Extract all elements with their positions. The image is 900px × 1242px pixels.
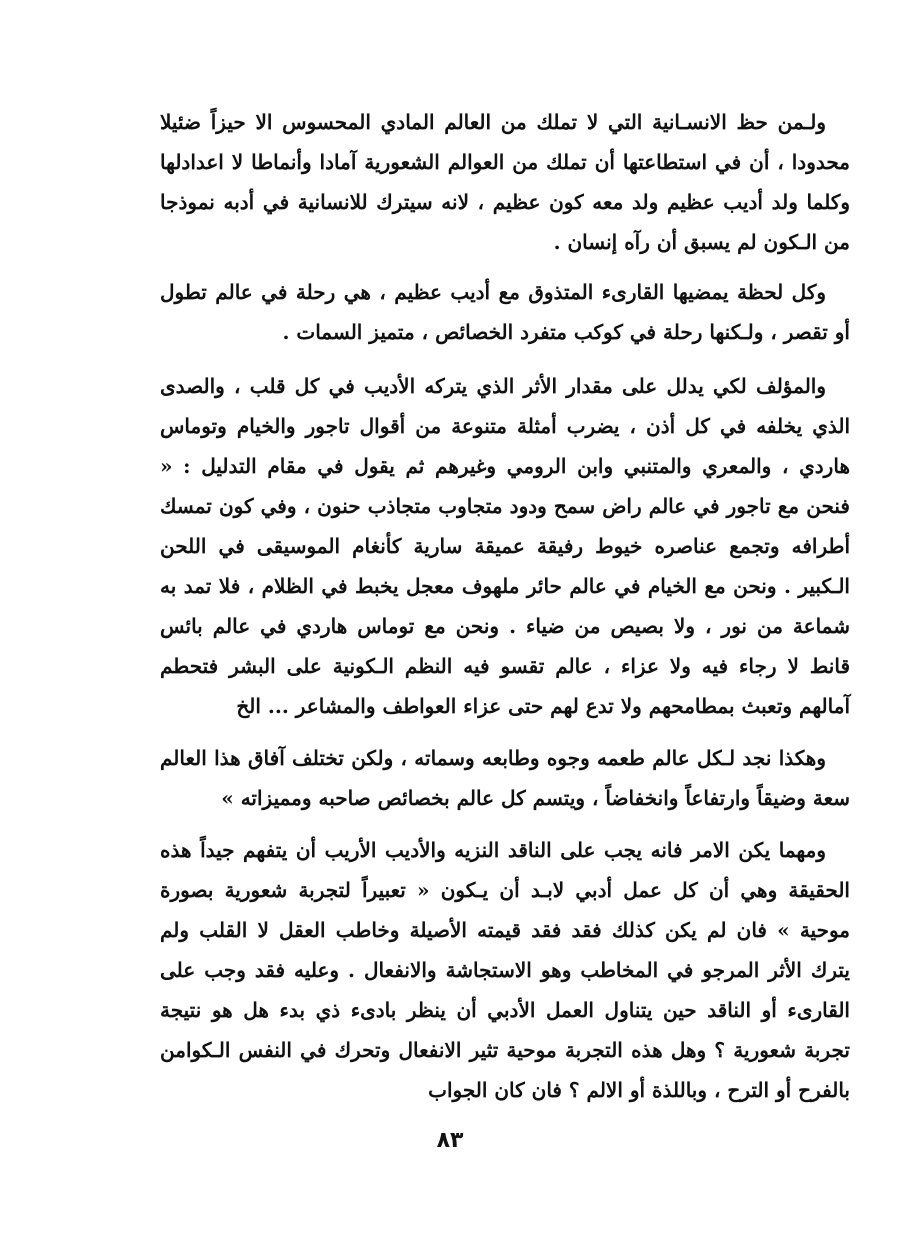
paragraph-4	[160, 738, 850, 818]
paragraph-text: وهكذا نجد لـكل عالم طعمه وجوه وطابعه وسماته ، ولكن تختلف آفاق هذا العالم سعة وضيقاً وارتفاعاً وانخفاضاً ، ويتسم كل عالم بخصائص صاحبه ومميزاته »	[160, 746, 850, 810]
paragraph-3	[160, 366, 850, 726]
paragraph-text: ومهما يكن الامر فانه يجب على الناقد النزيه والأديب الأريب أن يتفهم جيداً هذه الحقيقة وهي أن كل عمل أدبي لابـد أن يـكون « تعبيراً لتجربة شعورية بصورة موحية » فان لم يكن كذلك فقد فقد قيمته الأصيلة وخاطب العقل لا القلب ولم يترك الأثر المرجو في المخاطب وهو الاستجاشة والانفعال . وعليه فقد وجب على القارىء أو الناقد حين يتناول العمل الأدبي أن ينظر بادىء ذي بدء هل هو نتيجة تجربة شعورية ؟ وهل هذه التجربة موحية تثير الانفعال وتحرك في النفس الـكوامن بالفرح أو الترح ، وباللذة أو الالم ؟ فان كان الجواب	[160, 838, 850, 1102]
paragraph-text: ولـمن حظ الانسـانية التي لا تملك من العالم المادي المحسوس الا حيزاً ضئيلا محدودا ، أن في استطاعتها أن تملك من العوالم الشعورية آمادا وأنماطا لا اعدادلها وكلما ولد أديب عظيم ولد معه كون عظيم ، لانه سيترك للانسانية في أدبه نموذجا من الـكون لم يسبق أن رآه إنسان .	[160, 110, 850, 254]
paragraph-5	[160, 830, 850, 1110]
paragraph-text: والمؤلف لكي يدلل على مقدار الأثر الذي يتركه الأديب في كل قلب ، والصدى الذي يخلفه في كل أذن ، يضرب أمثلة متنوعة من أقوال تاجور والخيام وتوماس هاردي ، والمعري والمتنبي وابن الرومي وغيرهم ثم يقول في مقام التدليل : « فنحن مع تاجور في عالم راض سمح ودود متجاوب متجاذب حنون ، وفي كون تمسك أطرافه وتجمع عناصره خيوط رفيقة عميقة سارية كأنغام الموسيقى في اللحن الـكبير . ونحن مع الخيام في عالم حائر ملهوف معجل يخبط في الظلام ، فلا تمد به شماعة من نور ، ولا بصيص من ضياء . ونحن مع توماس هاردي في عالم بائس قانط لا رجاء فيه ولا عزاء ، عالم تقسو فيه النظم الـكونية على البشر فتحطم آمالهم وتعبث بمطامحهم ولا تدع لهم حتى عزاء العواطف والمشاعر ... الخ	[160, 374, 851, 718]
paragraph-1	[160, 102, 850, 262]
paragraph-2	[160, 272, 850, 352]
paragraph-text: وكل لحظة يمضيها القارىء المتذوق مع أديب عظيم ، هي رحلة في عالم تطول أو تقصر ، ولـكنها رحلة في كوكب متفرد الخصائص ، متميز السمات .	[160, 280, 850, 344]
page-number: ٨٣	[436, 1128, 464, 1153]
